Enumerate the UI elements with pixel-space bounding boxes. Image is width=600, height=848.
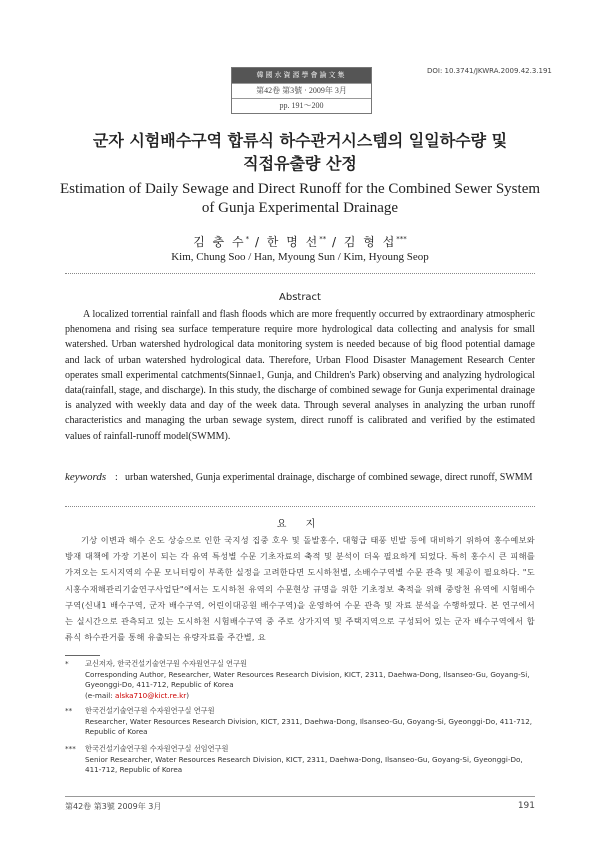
keywords-block: [65, 470, 535, 485]
author-2-mark: **: [319, 235, 327, 243]
title-korean-line1: 군자 시험배수구역 합류식 하수관거시스템의 일일하수량 및: [92, 131, 508, 150]
footer-volume: 第42卷 第3號 2009年 3月: [65, 802, 162, 811]
author-2-name: 한 명 선: [266, 235, 320, 249]
email-prefix: (e-mail:: [85, 690, 115, 700]
doi: DOI: 10.3741/JKWRA.2009.42.3.191: [427, 67, 552, 75]
footnote-3-mark: ***: [65, 744, 76, 753]
footnote-1-email-line: [85, 691, 535, 702]
title-korean-line2: 직접유출량 산정: [243, 154, 357, 173]
keywords-colon: :: [115, 472, 118, 483]
footnote-3: [65, 744, 535, 776]
footer-rule: [65, 796, 535, 797]
author-1-mark: *: [245, 235, 250, 243]
volume-issue: 第42卷 第3號 · 2009年 3月: [232, 83, 371, 98]
footnote-2-line-ko: 한국건설기술연구원 수자원연구실 연구원: [85, 706, 215, 715]
email-link[interactable]: alska710@kict.re.kr: [114, 690, 187, 700]
footnote-2: [65, 706, 535, 738]
author-separator: /: [249, 235, 267, 249]
footnote-1-line-en: Corresponding Author, Researcher, Water Resources Research Division, KICT, 2311, Daehwa-Dong, Ilsanseo-Gu, Goyang-Si, Gyeonggi-Do, 411-712, Republic of Korea: [85, 669, 530, 689]
page-number: 191: [517, 801, 535, 811]
footnote-3-line-en: Senior Researcher, Water Resources Research Division, KICT, 2311, Daehwa-Dong, Ilsanseo-Gu, Goyang-Si, Gyeonggi-Do, 411-712, Republic of Korea: [85, 754, 523, 774]
footnote-1-mark: *: [65, 659, 69, 668]
footnote-2-line-en: Researcher, Water Resources Research Division, KICT, 2311, Daehwa-Dong, Ilsanseo-Gu, Goyang-Si, Gyeonggi-Do, 411-712, Republic of Korea: [85, 716, 533, 736]
divider-dotted: [65, 273, 535, 274]
authors-korean: [40, 233, 560, 250]
korean-summary-text: 기상 이변과 해수 온도 상승으로 인한 국지성 집중 호우 및 돌발홍수, 대형급 태풍 빈발 등에 대비하기 위하여 홍수예보와 방재 대책에 가장 기본이 되는 각 유역 특성별 수문 기초자료의 축적 및 분석이 더욱 필요하게 되었다. 특히 홍수시 큰 피해를 가져오는 도시지역의 수문 모니터링이 부족한 실정을 고려한다면 도시하천별, 소배수구역별 수문 관측 및 제공이 필요하다. "도시홍수재해관리기술연구사업단"에서는 도시하천 유역의 수문현상 규명을 위한 기초정보 축적을 위해 중랑천 유역에 시험배수구역(신내1 배수구역, 군자 배수구역, 어린이대공원 배수구역)을 운영하여 수문 관측 및 자료 분석을 수행하였다. 본 연구에서는 실시간으로 관측되고 있는 도시하천 시험배수구역 중 주로 상가지역 및 주택지역으로 구성되어 있는 군자 배수구역에서 합류식 하수관거를 통해 유출되는 유량자료를 주간별, 요: [65, 535, 535, 643]
title-english-line1: Estimation of Daily Sewage and Direct Runoff for the Combined Sewer System: [59, 181, 541, 197]
footnote-1-line-ko: 교신저자, 한국건설기술연구원 수자원연구실 연구원: [85, 659, 247, 668]
footnote-2-mark: **: [65, 706, 73, 715]
korean-summary-heading: 요 지: [276, 519, 324, 530]
title-english-line2: of Gunja Experimental Drainage: [201, 200, 399, 216]
abstract-heading: Abstract: [279, 292, 321, 303]
author-separator: /: [326, 235, 344, 249]
page-range: pp. 191～200: [232, 98, 371, 113]
journal-info-box: [231, 67, 372, 114]
author-1-name: 김 충 수: [193, 235, 246, 249]
author-3-mark: ***: [396, 235, 407, 243]
keywords-text: urban watershed, Gunja experimental drainage, discharge of combined sewage, direct runoff, SWMM: [125, 472, 533, 483]
abstract-text: A localized torrential rainfall and flash floods which are more frequently occurred by extraordinary atmospheric phenomena and rising sea surface temperature require more hydrological data collecting and analysis for small watershed. Urban watershed hydrological data monitoring system is needed because of big flood potential damage and lack of urban watershed hydrological data. Therefore, Urban Flood Disaster Management Research Center operates small experimental catchments(Sinnae1, Gunja, and Children's Park) observing and analyzing hydrological data(rainfall, stage, and discharge). In this study, the discharge of combined sewage for Gunja experimental drainage is analyzed with weekly data and day of the week data. Through several analyses in analyzing the urban runoff characteristics and managing the urban sewage system, direct runoff is calibrated and verified by the estimated values of rainfall-runoff model(SWMM).: [65, 309, 535, 442]
divider-dotted: [65, 506, 535, 507]
author-3-name: 김 형 섭: [343, 235, 397, 249]
journal-name: 韓國水資源學會論文集: [232, 68, 371, 83]
email-suffix: ): [186, 690, 190, 700]
footnote-3-line-ko: 한국건설기술연구원 수자원연구실 선임연구원: [85, 744, 229, 753]
authors-english: Kim, Chung Soo / Han, Myoung Sun / Kim, Hyoung Seop: [171, 251, 429, 263]
footnote-rule: [65, 655, 100, 656]
footnote-1: [65, 659, 535, 701]
keywords-label: keywords: [65, 471, 107, 483]
